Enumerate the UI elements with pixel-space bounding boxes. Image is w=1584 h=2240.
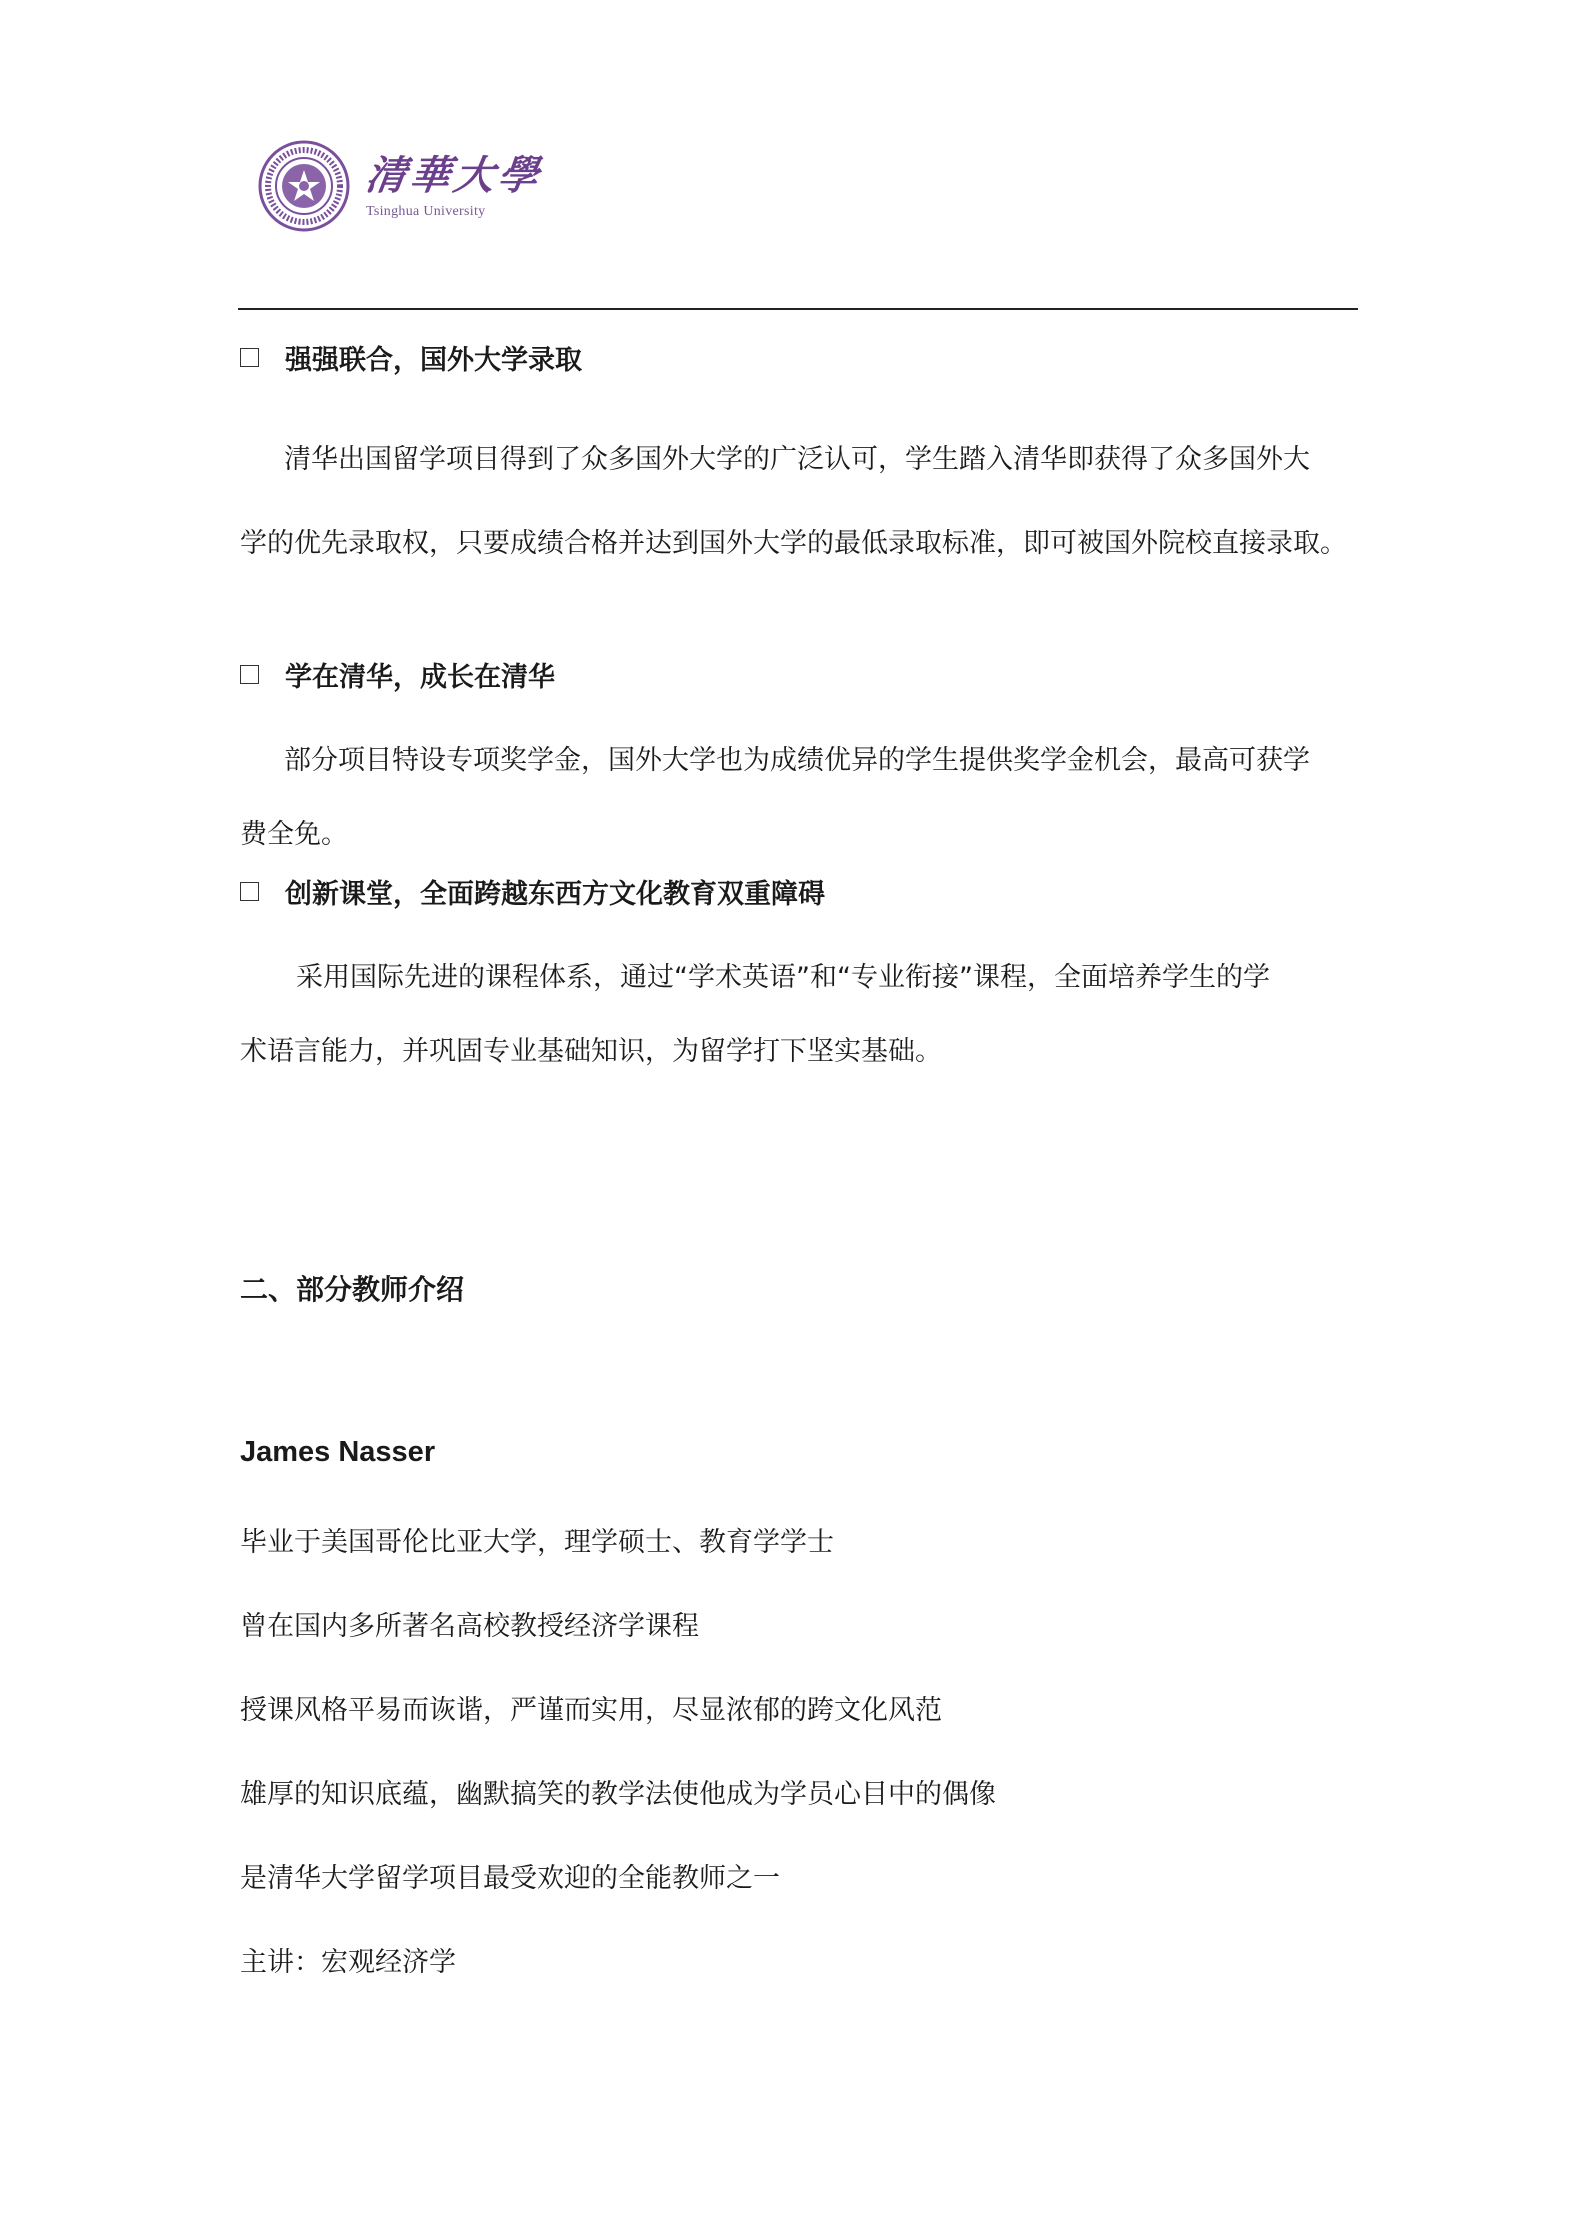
section-paragraph-admission	[240, 418, 1355, 586]
teacher-bio-line: 雄厚的知识底蕴，幽默搞笑的教学法使他成为学员心目中的偶像	[240, 1779, 996, 1810]
section-paragraph-classroom	[240, 941, 1355, 1089]
section-title: 创新课堂，全面跨越东西方文化教育双重障碍	[285, 879, 825, 910]
teacher-bio-line: 曾在国内多所著名高校教授经济学课程	[240, 1611, 699, 1642]
section-heading-classroom	[240, 872, 825, 911]
section-title: 强强联合，国外大学录取	[285, 345, 582, 376]
paragraph-line: 采用国际先进的课程体系，通过“学术英语”和“专业衔接”课程，全面培养学生的学	[296, 962, 1270, 993]
university-logo	[258, 140, 546, 232]
checkbox-icon	[240, 665, 259, 684]
teachers-heading: 二、部分教师介绍	[240, 1273, 465, 1306]
checkbox-icon	[240, 348, 259, 367]
university-seal-icon	[258, 140, 350, 232]
teacher-subject: 主讲：宏观经济学	[240, 1947, 456, 1978]
teacher-name: James Nasser	[240, 1436, 436, 1468]
paragraph-line: 清华出国留学项目得到了众多国外大学的广泛认可，学生踏入清华即获得了众多国外大	[284, 444, 1310, 475]
teacher-bio-line: 授课风格平易而诙谐，严谨而实用，尽显浓郁的跨文化风范	[240, 1695, 942, 1726]
checkbox-icon	[240, 882, 259, 901]
section-title: 学在清华，成长在清华	[285, 662, 555, 693]
paragraph-line: 学的优先录取权，只要成绩合格并达到国外大学的最低录取标准，即可被国外院校直接录取。	[240, 528, 1347, 559]
teacher-bio-line: 是清华大学留学项目最受欢迎的全能教师之一	[240, 1863, 780, 1894]
logo-chinese-name: 清華大學	[362, 152, 546, 199]
teacher-bio-line: 毕业于美国哥伦比亚大学，理学硕士、教育学学士	[240, 1527, 834, 1558]
section-heading-admission	[240, 338, 582, 377]
paragraph-line: 术语言能力，并巩固专业基础知识，为留学打下坚实基础。	[240, 1036, 942, 1067]
section-heading-growth	[240, 655, 555, 694]
paragraph-line: 费全免。	[240, 819, 348, 850]
university-wordmark	[362, 152, 546, 220]
logo-english-name: Tsinghua University	[366, 204, 486, 219]
header-divider	[238, 308, 1358, 310]
paragraph-line: 部分项目特设专项奖学金，国外大学也为成绩优异的学生提供奖学金机会，最高可获学	[284, 745, 1310, 776]
section-paragraph-growth	[240, 724, 1355, 872]
